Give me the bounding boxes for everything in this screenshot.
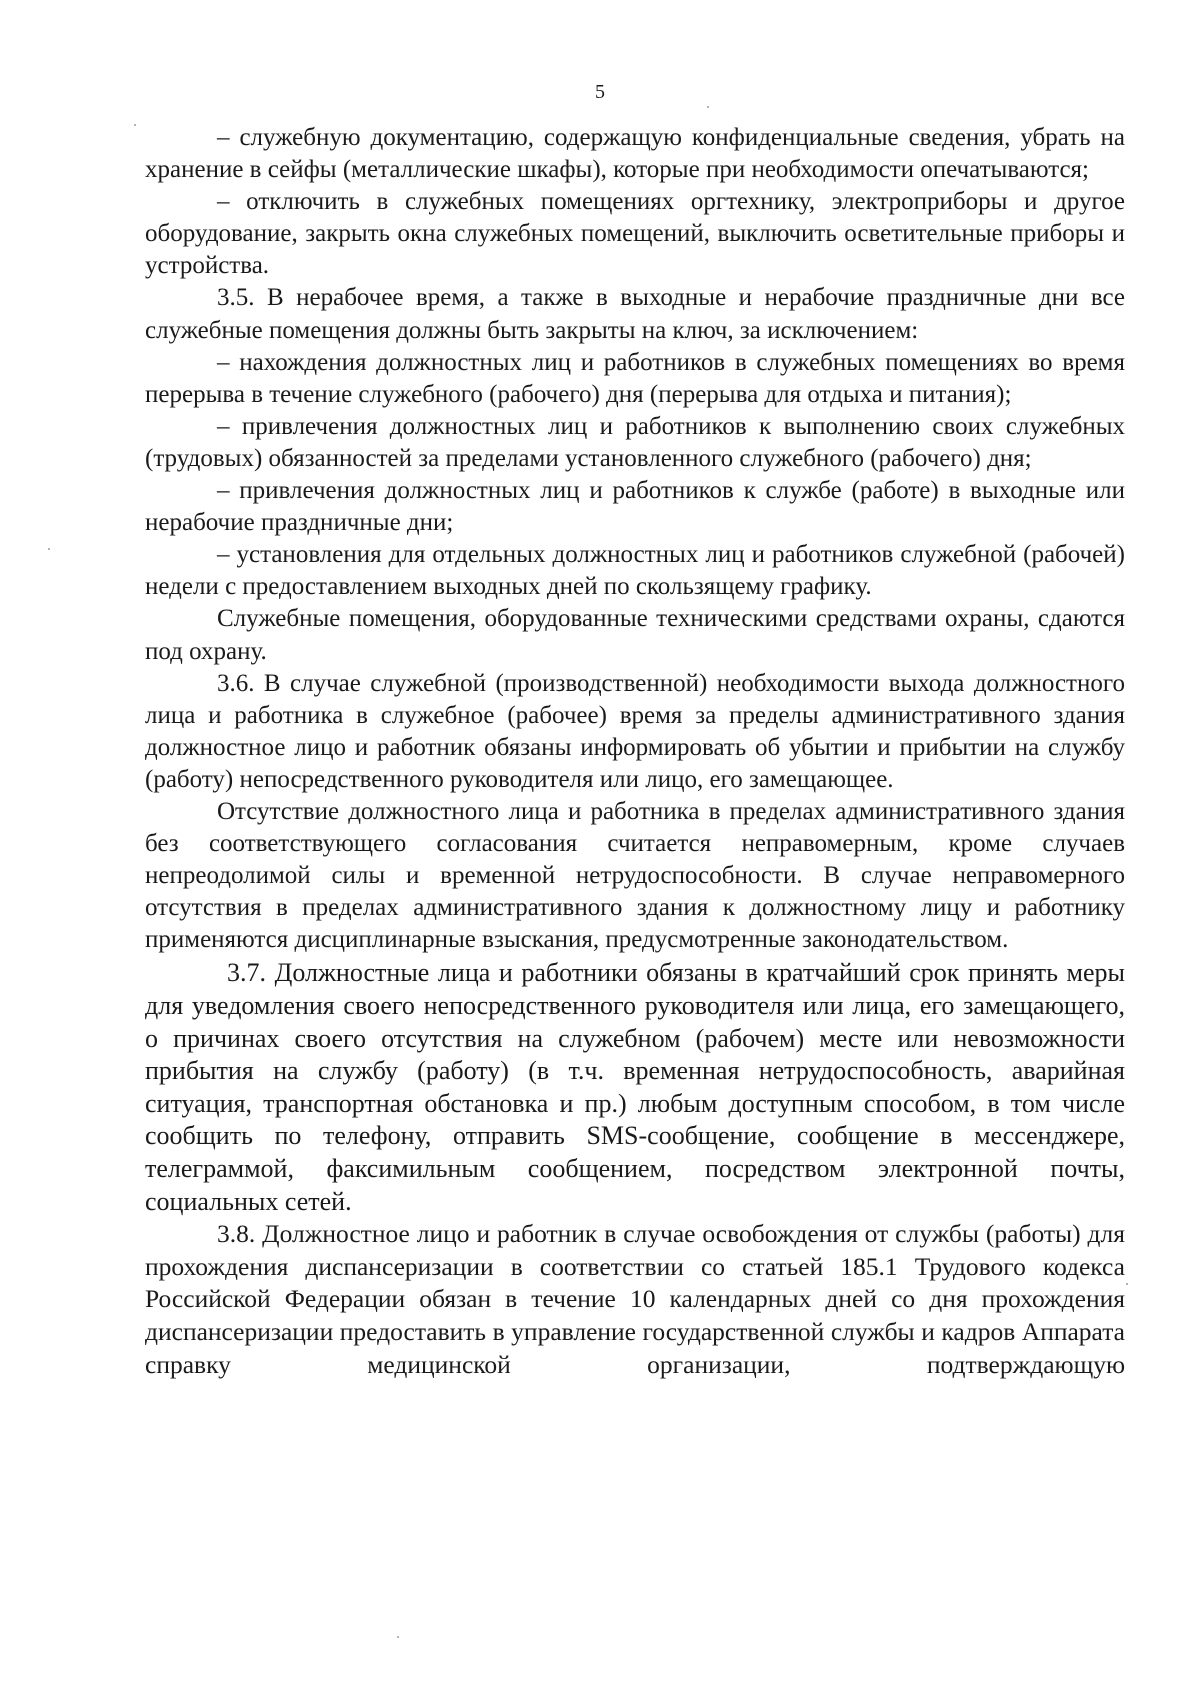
paragraph-security: Служебные помещения, оборудованные техническими средствами охраны, сдаются под охрану. [145, 605, 1125, 665]
paragraph-dash-equipment: – отключить в служебных помещениях оргтехнику, электроприборы и другое оборудование, закрыть окна служебных помещений, выключить осветительные приборы и устройства. [145, 188, 1125, 280]
paragraph-3-5: 3.5. В нерабочее время, а также в выходные и нерабочие праздничные дни все служебные помещения должны быть закрыты на ключ, за исключением: [145, 284, 1125, 344]
paragraph-3-6: 3.6. В случае служебной (производственной) необходимости выхода должностного лица и работника в служебное (рабочее) время за пределы административного здания должностное лицо и работник обязаны информировать об убытии и прибытии на службу (работу) непосредственного руководителя или лицо, его замещающее. [145, 669, 1125, 793]
paragraph-dash-break: – нахождения должностных лиц и работников в служебных помещениях во время перерыва в течение служебного (рабочего) дня (перерыва для отдыха и питания); [145, 348, 1125, 408]
scan-speck [134, 124, 136, 126]
paragraph-3-7: 3.7. Должностные лица и работники обязаны в кратчайший срок принять меры для уведомления своего непосредственного руководителя или лица, его замещающего, о причинах своего отсутствия на служебном (рабочем) месте или невозможности прибытия на службу (работу) (в т.ч. временная нетрудоспособность, аварийная ситуация, транспортная обстановка и пр.) любым доступным способом, в том числе сообщить по телефону, отправить SMS-сообщение, сообщение в мессенджере, телеграммой, факсимильным сообщением, посредством электронной почты, социальных сетей. [145, 958, 1125, 1216]
paragraph-dash-holidays: – привлечения должностных лиц и работников к службе (работе) в выходные или нерабочие праздничные дни; [145, 477, 1125, 537]
scan-speck [1126, 1283, 1128, 1285]
scan-speck [48, 548, 50, 550]
paragraph-3-8: 3.8. Должностное лицо и работник в случае освобождения от службы (работы) для прохождения диспансеризации в соответствии со статьей 185.1 Трудового кодекса Российской Федерации обязан в течение 10 календарных дней со дня прохождения диспансеризации предоставить в управление государственной службы и кадров Аппарата справку медицинской организации, подтверждающую [145, 1219, 1125, 1379]
document-body [145, 122, 1125, 1381]
paragraph-dash-schedule: – установления для отдельных должностных лиц и работников служебной (рабочей) недели с предоставлением выходных дней по скользящему графику. [145, 541, 1125, 601]
paragraph-dash-documentation: – служебную документацию, содержащую конфиденциальные сведения, убрать на хранение в сейфы (металлические шкафы), которые при необходимости опечатываются; [145, 124, 1125, 184]
page-number: 5 [595, 81, 605, 103]
paragraph-absence: Отсутствие должностного лица и работника в пределах административного здания без соответствующего согласования считается неправомерным, кроме случаев непреодолимой силы и временной нетрудоспособности. В случае неправомерного отсутствия в пределах административного здания к должностному лицу и работнику применяются дисциплинарные взыскания, предусмотренные законодательством. [145, 797, 1125, 954]
scan-speck [397, 1636, 399, 1638]
scan-speck [707, 106, 709, 108]
paragraph-dash-overtime: – привлечения должностных лиц и работников к выполнению своих служебных (трудовых) обязанностей за пределами установленного служебного (рабочего) дня; [145, 412, 1125, 472]
